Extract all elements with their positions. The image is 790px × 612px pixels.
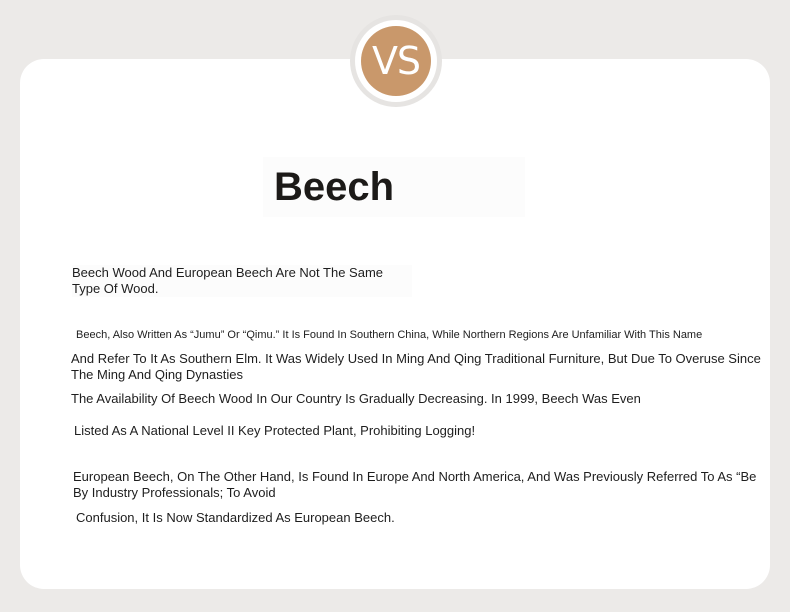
intro-paragraph: Beech Wood And European Beech Are Not The Same Type Of Wood. — [72, 265, 412, 297]
beech-paragraph-line-3: The Ming And Qing Dynasties — [71, 367, 243, 382]
vs-badge-inner — [355, 20, 437, 102]
beech-paragraph-line-1: Beech, Also Written As “Jumu” Or “Qimu.” It Is Found In Southern China, While Northern Regions Are Unfamiliar With This Name — [76, 329, 703, 341]
beech-paragraph-line-4: The Availability Of Beech Wood In Our Country Is Gradually Decreasing. In 1999, Beech Was Even — [71, 391, 641, 406]
vs-badge-ring — [350, 15, 442, 107]
beech-paragraph-line-2-3 — [71, 351, 761, 383]
european-beech-line-2: By Industry Professionals; To Avoid — [73, 485, 276, 500]
beech-paragraph-line-2: And Refer To It As Southern Elm. It Was Widely Used In Ming And Qing Traditional Furniture, But Due To Overuse Since — [71, 351, 761, 366]
vs-badge: VS — [361, 26, 431, 96]
beech-paragraph-line-5: Listed As A National Level II Key Protected Plant, Prohibiting Logging! — [74, 423, 476, 438]
page-title: Beech — [274, 165, 395, 209]
european-beech-line-3: Confusion, It Is Now Standardized As European Beech. — [76, 510, 395, 525]
european-beech-line-1: European Beech, On The Other Hand, Is Found In Europe And North America, And Was Previously Referred To As “Be — [73, 469, 757, 484]
european-beech-paragraph-lines-1-2 — [73, 469, 756, 501]
